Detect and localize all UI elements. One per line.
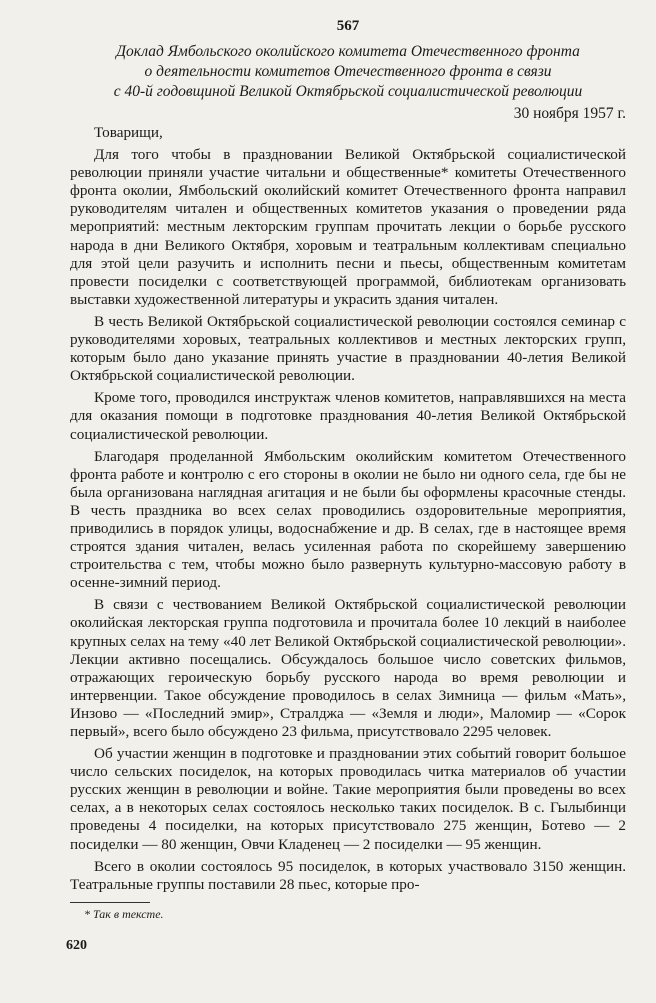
paragraph: Кроме того, проводился инструктаж членов комитетов, направлявшихся на места для оказания помощи в подготовке празднования 40-летия Великой Октябрьской социалистической революции. bbox=[70, 389, 626, 443]
paragraph: В честь Великой Октябрьской социалистической революции состоялся семинар с руководителями хоровых, театральных коллективов и местных лекторских групп, которым было дано указание принять участие в праздновании 40-летия Великой Октябрьской социалистической революции. bbox=[70, 312, 626, 385]
title-line: с 40-й годовщиной Великой Октябрьской социалистической революции bbox=[113, 83, 583, 100]
greeting: Товарищи, bbox=[94, 124, 163, 141]
document-title bbox=[70, 42, 626, 102]
document-body bbox=[70, 124, 626, 894]
document-number: 567 bbox=[336, 18, 360, 34]
document-date: 30 ноября 1957 г. bbox=[513, 105, 626, 122]
paragraph: Всего в околии состоялось 95 посиделок, в которых участвовало 3150 женщин. Театральные группы поставили 28 пьес, которые про- bbox=[70, 857, 626, 893]
footnote-divider bbox=[70, 902, 150, 903]
paragraph: Для того чтобы в праздновании Великой Октябрьской социалистической революции приняли участие читальни и общественные* комитеты Отечественного фронта околии, Ямбольский околийский комитет Отечественного фронта направил руководителям читален и общественных комитетов указания о проведении ряда мероприятий: местным лекторским группам прочитать лекции о борьбе русского народа в дни Великого Октября, хоровым и театральным коллективам специально для этой цели разучить и исполнить песни и пьесы, общественным комитетам провести посиделки с соответствующей программой, библиотекам организовать выставки художественной литературы и украсить здания читален. bbox=[70, 146, 626, 308]
title-line: Доклад Ямбольского околийского комитета Отечественного фронта bbox=[116, 43, 580, 60]
title-line: о деятельности комитетов Отечественного фронта в связи bbox=[144, 63, 552, 80]
paragraph: В связи с чествованием Великой Октябрьской социалистической революции околийская лекторская группа подготовила и прочитала более 10 лекций в наиболее крупных селах на тему «40 лет Великой Октябрьской социалистической революции». Лекции активно посещались. Обсуждалось большое число советских фильмов, отражающих героическую борьбу русского народа во время революции и интервенции. Такое обсуждение проводилось в селах Зимница — фильм «Мать», Инзово — «Последний эмир», Стралджа — «Земля и люди», Маломир — «Сорок первый», всего было обсуждено 23 фильма, присутствовало 2295 человек. bbox=[70, 596, 626, 740]
paragraph: Об участии женщин в подготовке и праздновании этих событий говорит большое число сельских посиделок, на которых проводилась читка материалов об участии русских женщин в революции и войне. Такие мероприятия были проведены во всех селах, а в некоторых селах состоялось несколько таких посиделок. В с. Гылыбинци проведены 4 посиделки, на которых присутствовало 275 женщин, Ботево — 2 посиделки — 80 женщин, Овчи Кладенец — 2 посиделки — 95 женщин. bbox=[70, 745, 626, 853]
paragraph: Благодаря проделанной Ямбольским околийским комитетом Отечественного фронта работе и контролю с его стороны в околии не было ни одного села, где бы не была организована наглядная агитация и не были бы оформлены красочные стенды. В честь праздника во всех селах проводились оздоровительные мероприятия, приводились в порядок улицы, водоснабжение и др. В селах, где в настоящее время строятся здания читален, велась усиленная работа по скорейшему завершению строительства с тем, чтобы можно было развернуть культурно-массовую работу в осенне-зимний период. bbox=[70, 447, 626, 592]
page-number: 620 bbox=[66, 938, 87, 953]
document-page bbox=[70, 18, 626, 922]
footnote: * Так в тексте. bbox=[84, 906, 164, 921]
